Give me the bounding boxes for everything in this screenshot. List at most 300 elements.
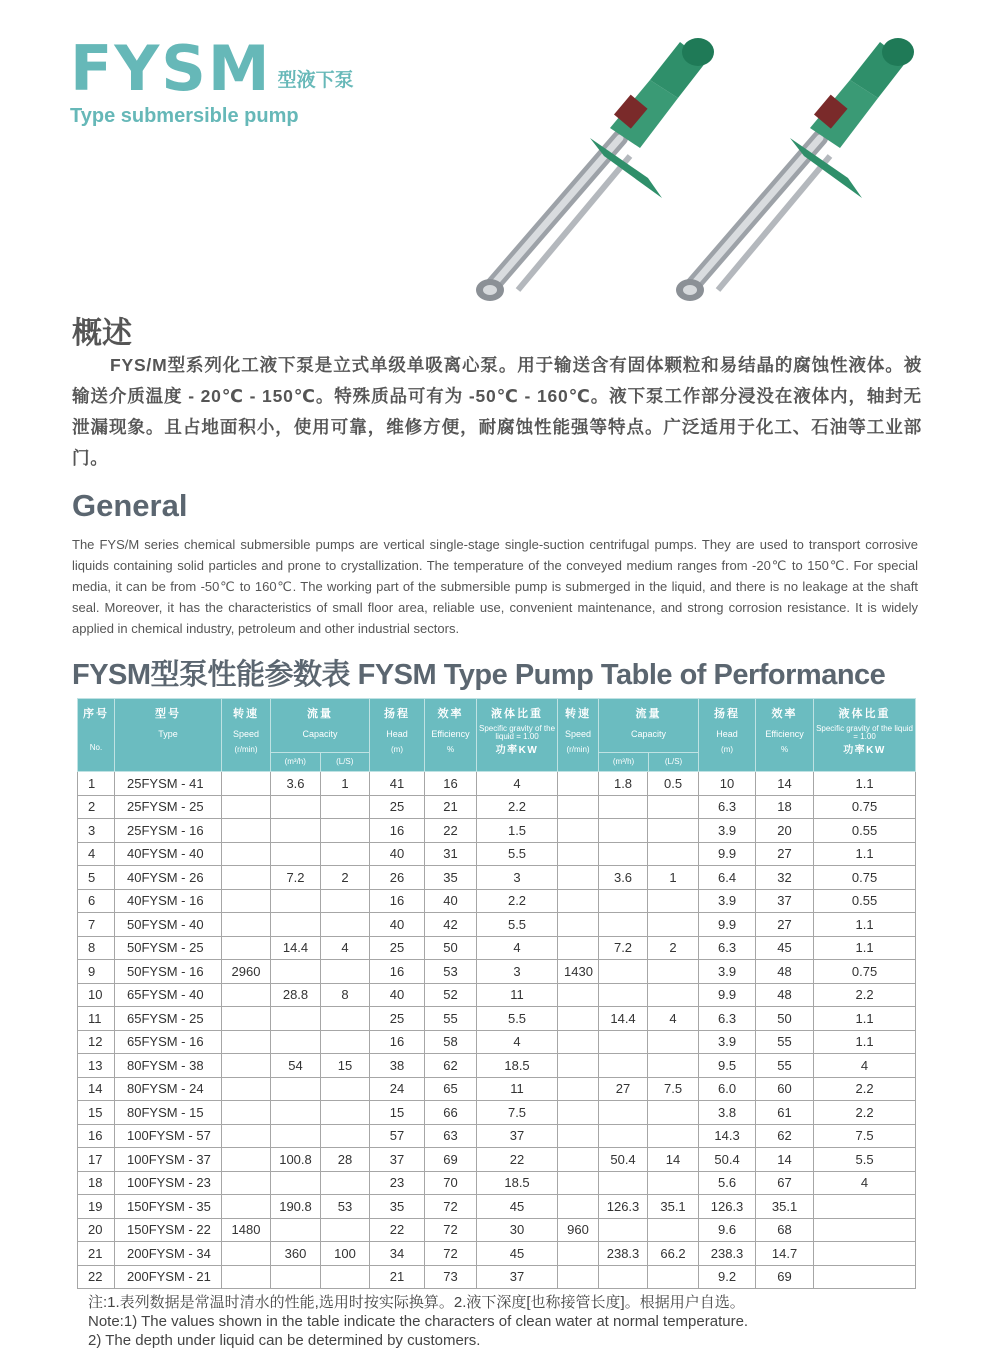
table-cell [222, 1054, 271, 1078]
table-cell: 5.5 [814, 1148, 916, 1172]
table-cell: 53 [321, 1195, 370, 1219]
table-cell: 3.9 [699, 819, 756, 843]
overview-en-heading: General [72, 488, 188, 523]
table-cell: 1.1 [814, 842, 916, 866]
table-row [78, 1124, 916, 1148]
table-cell: 16 [370, 819, 425, 843]
row-type: 65FYSM - 25 [115, 1007, 222, 1031]
table-cell: 7.5 [814, 1124, 916, 1148]
table-cell [648, 983, 699, 1007]
table-cell [648, 1218, 699, 1242]
table-row [78, 1265, 916, 1289]
table-cell: 69 [425, 1148, 477, 1172]
table-cell: 1480 [222, 1218, 271, 1242]
table-header-row [78, 699, 916, 772]
table-cell: 55 [756, 1054, 814, 1078]
table-cell [558, 983, 599, 1007]
table-cell: 3.6 [271, 772, 321, 796]
table-cell: 67 [756, 1171, 814, 1195]
table-cell: 9.5 [699, 1054, 756, 1078]
row-type: 40FYSM - 26 [115, 866, 222, 890]
table-cell [599, 983, 648, 1007]
overview-cn-heading: 概述 [72, 317, 132, 350]
table-title: FYSM型泵性能参数表 FYSM Type Pump Table of Performance [72, 659, 886, 691]
table-cell: 0.5 [648, 772, 699, 796]
table-cell: 65 [425, 1077, 477, 1101]
table-cell: 2.2 [814, 1101, 916, 1125]
table-cell [814, 1195, 916, 1219]
table-cell: 6.3 [699, 1007, 756, 1031]
brand-subtitle: Type submersible pump [70, 105, 299, 127]
table-row [78, 1148, 916, 1172]
row-number: 7 [78, 913, 115, 937]
table-cell: 37 [370, 1148, 425, 1172]
row-type: 100FYSM - 23 [115, 1171, 222, 1195]
table-cell: 1.1 [814, 936, 916, 960]
row-number: 16 [78, 1124, 115, 1148]
table-cell: 100.8 [271, 1148, 321, 1172]
table-cell [271, 1171, 321, 1195]
table-cell [321, 1218, 370, 1242]
table-cell: 27 [756, 913, 814, 937]
table-cell: 15 [321, 1054, 370, 1078]
table-cell: 1.5 [477, 819, 558, 843]
table-cell [648, 819, 699, 843]
table-cell: 1.1 [814, 1030, 916, 1054]
table-cell [648, 795, 699, 819]
table-cell: 3.9 [699, 889, 756, 913]
note-cn: 注:1.表列数据是常温时清水的性能,选用时按实际换算。2.液下深度[也称接管长度]。根据用户自选。 [88, 1294, 745, 1311]
table-row [78, 960, 916, 984]
table-cell [321, 842, 370, 866]
table-cell [648, 889, 699, 913]
table-cell [599, 842, 648, 866]
table-cell: 0.75 [814, 960, 916, 984]
table-cell [271, 819, 321, 843]
table-cell [222, 842, 271, 866]
table-row [78, 819, 916, 843]
table-cell [222, 1030, 271, 1054]
table-cell [321, 819, 370, 843]
table-cell: 55 [756, 1030, 814, 1054]
table-cell [222, 819, 271, 843]
table-cell: 32 [756, 866, 814, 890]
table-cell [599, 889, 648, 913]
table-cell: 60 [756, 1077, 814, 1101]
table-cell: 4 [814, 1054, 916, 1078]
table-cell: 45 [477, 1195, 558, 1219]
table-cell: 1.1 [814, 1007, 916, 1031]
table-cell [321, 913, 370, 937]
table-cell [558, 819, 599, 843]
table-cell: 3 [477, 960, 558, 984]
table-cell: 24 [370, 1077, 425, 1101]
table-cell [558, 1124, 599, 1148]
table-cell: 18.5 [477, 1054, 558, 1078]
table-cell [648, 1265, 699, 1289]
table-cell [648, 1030, 699, 1054]
table-cell [222, 1148, 271, 1172]
row-type: 80FYSM - 24 [115, 1077, 222, 1101]
table-cell [599, 1265, 648, 1289]
table-row [78, 866, 916, 890]
table-cell [271, 842, 321, 866]
table-cell: 9.2 [699, 1265, 756, 1289]
table-cell [558, 1171, 599, 1195]
row-number: 6 [78, 889, 115, 913]
table-cell [222, 889, 271, 913]
table-cell [648, 1171, 699, 1195]
table-cell [558, 1007, 599, 1031]
table-cell: 55 [425, 1007, 477, 1031]
row-number: 3 [78, 819, 115, 843]
header-head-2: 扬程 Head (m) [699, 699, 756, 772]
table-cell: 27 [599, 1077, 648, 1101]
table-cell: 2 [648, 936, 699, 960]
brand-title [70, 32, 354, 105]
table-cell: 4 [648, 1007, 699, 1031]
table-cell [599, 1054, 648, 1078]
table-cell: 360 [271, 1242, 321, 1266]
table-cell: 1.1 [814, 772, 916, 796]
row-number: 1 [78, 772, 115, 796]
table-cell: 34 [370, 1242, 425, 1266]
table-cell [271, 960, 321, 984]
table-cell [558, 1077, 599, 1101]
table-row [78, 1218, 916, 1242]
table-cell [321, 960, 370, 984]
header-speed-2: 转速 Speed (r/min) [558, 699, 599, 772]
table-cell: 9.6 [699, 1218, 756, 1242]
notes [88, 1293, 748, 1350]
table-cell: 66.2 [648, 1242, 699, 1266]
table-cell: 50.4 [699, 1148, 756, 1172]
row-type: 200FYSM - 34 [115, 1242, 222, 1266]
table-cell [648, 1101, 699, 1125]
table-cell: 72 [425, 1242, 477, 1266]
table-cell: 21 [425, 795, 477, 819]
row-number: 12 [78, 1030, 115, 1054]
table-cell: 54 [271, 1054, 321, 1078]
table-cell [558, 842, 599, 866]
table-cell [558, 889, 599, 913]
table-cell: 23 [370, 1171, 425, 1195]
table-cell [271, 1030, 321, 1054]
table-cell [558, 1054, 599, 1078]
table-cell [222, 1077, 271, 1101]
table-cell [271, 1124, 321, 1148]
table-cell: 40 [370, 983, 425, 1007]
table-cell: 31 [425, 842, 477, 866]
table-cell: 50.4 [599, 1148, 648, 1172]
row-number: 11 [78, 1007, 115, 1031]
table-cell: 126.3 [699, 1195, 756, 1219]
table-cell: 68 [756, 1218, 814, 1242]
table-cell: 70 [425, 1171, 477, 1195]
table-cell: 35.1 [648, 1195, 699, 1219]
table-cell: 53 [425, 960, 477, 984]
table-cell [558, 795, 599, 819]
header-power-1: 液体比重 Specific gravity of the liquid = 1.00 功率KW [477, 699, 558, 772]
row-number: 19 [78, 1195, 115, 1219]
row-type: 50FYSM - 40 [115, 913, 222, 937]
table-cell: 40 [370, 913, 425, 937]
table-row [78, 1077, 916, 1101]
table-cell: 14.4 [271, 936, 321, 960]
table-cell [271, 1007, 321, 1031]
table-cell: 126.3 [599, 1195, 648, 1219]
table-cell: 1 [321, 772, 370, 796]
table-cell [558, 913, 599, 937]
table-cell: 2 [321, 866, 370, 890]
table-cell: 35.1 [756, 1195, 814, 1219]
table-cell: 238.3 [699, 1242, 756, 1266]
table-cell: 2.2 [814, 1077, 916, 1101]
row-number: 8 [78, 936, 115, 960]
header-speed-1: 转速 Speed (r/min) [222, 699, 271, 772]
table-cell [222, 936, 271, 960]
table-cell [648, 842, 699, 866]
table-cell [222, 1101, 271, 1125]
row-type: 50FYSM - 16 [115, 960, 222, 984]
brand-main: FYSM [70, 32, 272, 105]
header-no: 序号 No. [78, 699, 115, 772]
table-row [78, 1242, 916, 1266]
row-number: 2 [78, 795, 115, 819]
table-cell: 48 [756, 960, 814, 984]
table-cell: 4 [814, 1171, 916, 1195]
table-cell: 37 [477, 1265, 558, 1289]
row-number: 14 [78, 1077, 115, 1101]
table-cell: 25 [370, 936, 425, 960]
row-number: 4 [78, 842, 115, 866]
table-row [78, 983, 916, 1007]
table-cell [271, 795, 321, 819]
table-cell: 73 [425, 1265, 477, 1289]
table-cell: 18.5 [477, 1171, 558, 1195]
row-type: 65FYSM - 40 [115, 983, 222, 1007]
table-cell: 28.8 [271, 983, 321, 1007]
table-cell: 14.3 [699, 1124, 756, 1148]
table-cell: 50 [425, 936, 477, 960]
table-cell: 3.9 [699, 1030, 756, 1054]
table-cell: 2.2 [814, 983, 916, 1007]
table-cell [599, 913, 648, 937]
table-cell [271, 1218, 321, 1242]
row-type: 100FYSM - 57 [115, 1124, 222, 1148]
row-type: 150FYSM - 22 [115, 1218, 222, 1242]
table-row [78, 913, 916, 937]
table-cell [558, 1195, 599, 1219]
header-efficiency-2: 效率 Efficiency % [756, 699, 814, 772]
row-type: 50FYSM - 25 [115, 936, 222, 960]
table-cell: 960 [558, 1218, 599, 1242]
table-cell: 50 [756, 1007, 814, 1031]
table-cell: 62 [425, 1054, 477, 1078]
row-type: 40FYSM - 40 [115, 842, 222, 866]
table-cell [271, 913, 321, 937]
table-cell [222, 913, 271, 937]
table-cell [321, 1265, 370, 1289]
table-cell [648, 913, 699, 937]
table-cell [321, 1124, 370, 1148]
table-cell: 16 [370, 1030, 425, 1054]
table-cell [648, 1054, 699, 1078]
table-cell: 8 [321, 983, 370, 1007]
table-cell [321, 1171, 370, 1195]
table-cell: 2960 [222, 960, 271, 984]
table-cell: 11 [477, 1077, 558, 1101]
table-cell: 16 [370, 889, 425, 913]
overview-cn-body: FYS/M型系列化工液下泵是立式单级单吸离心泵。用于输送含有固体颗粒和易结晶的腐蚀性液体。被输送介质温度 - 20℃ - 150℃。特殊质品可有为 -50℃ - 160℃。液下泵工作部分浸没在液体内，轴封无泄漏现象。且占地面积小，使用可靠，维修方便，耐腐蚀性能强等特点。广泛适用于化工、石油等工业部门。 [72, 355, 922, 468]
table-cell: 14 [756, 1148, 814, 1172]
row-number: 21 [78, 1242, 115, 1266]
table-cell [222, 772, 271, 796]
table-cell: 1 [648, 866, 699, 890]
table-cell: 40 [370, 842, 425, 866]
table-cell: 40 [425, 889, 477, 913]
table-cell: 14.4 [599, 1007, 648, 1031]
table-cell [814, 1218, 916, 1242]
table-cell [222, 983, 271, 1007]
table-cell: 30 [477, 1218, 558, 1242]
table-cell [222, 866, 271, 890]
table-cell [599, 795, 648, 819]
row-number: 13 [78, 1054, 115, 1078]
table-cell: 72 [425, 1195, 477, 1219]
row-type: 80FYSM - 38 [115, 1054, 222, 1078]
table-cell [558, 866, 599, 890]
table-cell [271, 1077, 321, 1101]
header-capacity-1: 流量 Capacity (m³/h) (L/S) [271, 699, 370, 772]
table-cell: 4 [477, 936, 558, 960]
table-cell: 7.5 [648, 1077, 699, 1101]
table-cell: 25 [370, 795, 425, 819]
table-cell: 4 [477, 1030, 558, 1054]
table-row [78, 936, 916, 960]
table-cell: 6.0 [699, 1077, 756, 1101]
table-cell [271, 1265, 321, 1289]
table-cell: 4 [477, 772, 558, 796]
table-row [78, 1195, 916, 1219]
table-cell [599, 1218, 648, 1242]
header-efficiency-1: 效率 Efficiency % [425, 699, 477, 772]
table-cell: 7.5 [477, 1101, 558, 1125]
table-cell: 22 [425, 819, 477, 843]
table-cell: 9.9 [699, 842, 756, 866]
row-number: 18 [78, 1171, 115, 1195]
row-type: 25FYSM - 25 [115, 795, 222, 819]
header-capacity-2: 流量 Capacity (m³/h) (L/S) [599, 699, 699, 772]
table-cell: 52 [425, 983, 477, 1007]
row-type: 150FYSM - 35 [115, 1195, 222, 1219]
table-cell [222, 1171, 271, 1195]
performance-table [77, 698, 916, 1289]
table-cell [558, 1265, 599, 1289]
table-cell: 37 [477, 1124, 558, 1148]
table-cell: 16 [370, 960, 425, 984]
table-cell: 38 [370, 1054, 425, 1078]
table-cell: 6.4 [699, 866, 756, 890]
table-cell: 48 [756, 983, 814, 1007]
table-cell [222, 795, 271, 819]
table-cell: 45 [756, 936, 814, 960]
table-cell: 20 [756, 819, 814, 843]
table-cell: 2.2 [477, 795, 558, 819]
note-en-1: Note:1) The values shown in the table indicate the characters of clean water at normal temperature. [88, 1313, 749, 1330]
table-cell: 6.3 [699, 936, 756, 960]
table-cell [321, 795, 370, 819]
table-cell: 28 [321, 1148, 370, 1172]
header-power-2: 液体比重 Specific gravity of the liquid = 1.00 功率KW [814, 699, 916, 772]
table-cell: 5.6 [699, 1171, 756, 1195]
table-cell: 0.55 [814, 889, 916, 913]
row-type: 100FYSM - 37 [115, 1148, 222, 1172]
table-cell: 238.3 [599, 1242, 648, 1266]
table-cell: 16 [425, 772, 477, 796]
table-cell: 7.2 [271, 866, 321, 890]
table-cell: 0.55 [814, 819, 916, 843]
table-cell: 11 [477, 983, 558, 1007]
table-cell [222, 1265, 271, 1289]
table-cell [648, 1124, 699, 1148]
overview-en-body: The FYS/M series chemical submersible pumps are vertical single-stage single-suction centrifugal pumps. They are used to transport corrosive liquids containing solid particles and prone to crystallization. The temperature of the conveyed medium ranges from -20℃ to 150℃. For special media, it can be from -50℃ to 160℃. The working part of the submersible pump is submerged in the liquid, and there is no leakage at the shaft seal. Moreover, it has the characteristics of small floor area, reliable use, convenient maintenance, and strong corrosion resistance. It is widely applied in chemical industry, petroleum and other industrial sectors. [72, 537, 918, 636]
table-cell: 21 [370, 1265, 425, 1289]
header-type: 型号 Type [115, 699, 222, 772]
table-cell [558, 772, 599, 796]
table-cell: 5.5 [477, 842, 558, 866]
row-type: 200FYSM - 21 [115, 1265, 222, 1289]
table-cell: 57 [370, 1124, 425, 1148]
table-cell: 14.7 [756, 1242, 814, 1266]
table-cell: 5.5 [477, 1007, 558, 1031]
table-cell: 61 [756, 1101, 814, 1125]
table-cell: 22 [370, 1218, 425, 1242]
pump-illustration [470, 28, 930, 308]
table-cell: 72 [425, 1218, 477, 1242]
table-cell [599, 1171, 648, 1195]
table-cell: 4 [321, 936, 370, 960]
table-cell [321, 1077, 370, 1101]
table-cell [599, 960, 648, 984]
table-cell [599, 1124, 648, 1148]
table-cell [599, 1101, 648, 1125]
table-row [78, 1054, 916, 1078]
pump-right [676, 38, 914, 301]
table-row [78, 1101, 916, 1125]
header-head-1: 扬程 Head (m) [370, 699, 425, 772]
table-cell [599, 1030, 648, 1054]
table-cell: 1.1 [814, 913, 916, 937]
row-type: 65FYSM - 16 [115, 1030, 222, 1054]
table-cell [321, 1007, 370, 1031]
table-cell: 190.8 [271, 1195, 321, 1219]
table-cell: 3.6 [599, 866, 648, 890]
table-cell: 58 [425, 1030, 477, 1054]
table-cell [599, 819, 648, 843]
table-cell [558, 1101, 599, 1125]
table-cell: 27 [756, 842, 814, 866]
table-cell: 14 [756, 772, 814, 796]
brand-suffix: 型液下泵 [277, 70, 354, 91]
row-number: 15 [78, 1101, 115, 1125]
note-en-2: 2) The depth under liquid can be determined by customers. [88, 1332, 481, 1349]
table-cell [558, 1030, 599, 1054]
table-cell: 26 [370, 866, 425, 890]
row-type: 40FYSM - 16 [115, 889, 222, 913]
table-cell: 63 [425, 1124, 477, 1148]
row-number: 9 [78, 960, 115, 984]
